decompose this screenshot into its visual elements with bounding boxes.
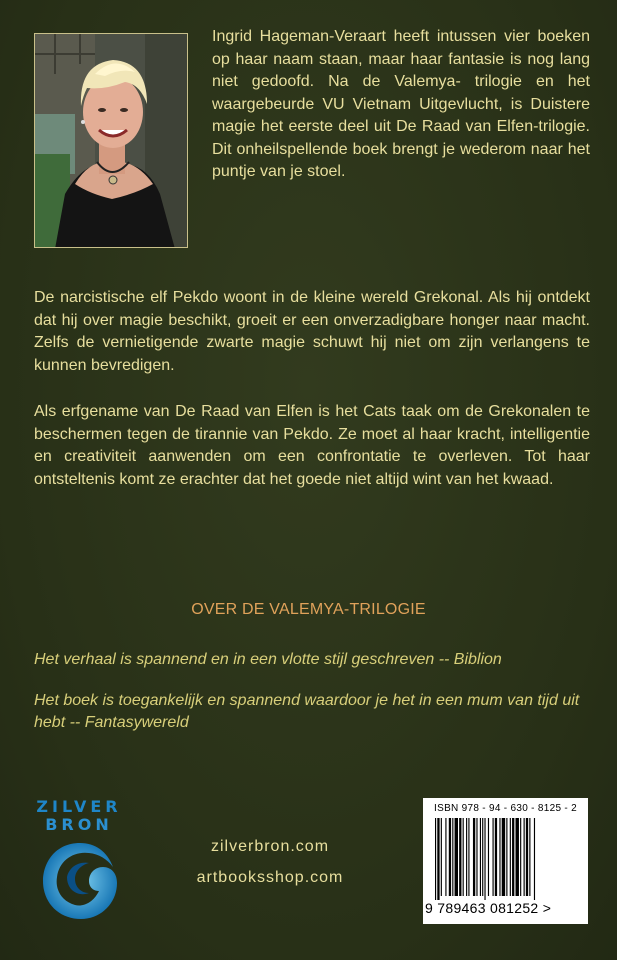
barcode-bar bbox=[473, 818, 475, 896]
swirl-icon bbox=[39, 837, 121, 925]
barcode-bar bbox=[445, 818, 446, 896]
barcode-bar bbox=[480, 818, 481, 896]
barcode-bar bbox=[459, 818, 461, 896]
barcode-bars bbox=[435, 818, 577, 900]
barcode-bar bbox=[512, 818, 514, 896]
barcode-bar bbox=[488, 818, 489, 896]
barcode-bar bbox=[484, 818, 485, 900]
barcode-bar bbox=[506, 818, 507, 896]
barcode-bar bbox=[482, 818, 483, 896]
isbn-barcode bbox=[423, 798, 588, 924]
barcode-bar bbox=[435, 818, 436, 900]
publisher-url-1[interactable]: zilverbron.com bbox=[210, 838, 330, 855]
synopsis-paragraph-2: Als erfgename van De Raad van Elfen is het Cats taak om de Grekonalen te beschermen tegen de tirannie van Pekdo. Ze moet al haar kracht, intelligentie en creativiteit aanwenden om een confrontatie te overleven. Tot haar ontsteltenis komt ze erachter dat het goede niet altijd wint van het kwaad. bbox=[34, 403, 590, 488]
barcode-bar bbox=[437, 818, 439, 900]
barcode-bar bbox=[502, 818, 505, 896]
barcode-bar bbox=[524, 818, 525, 896]
logo-text-zilver: ZILVER bbox=[36, 797, 122, 816]
barcode-bar bbox=[529, 818, 530, 896]
barcode-bar bbox=[516, 818, 519, 896]
barcode-bar bbox=[466, 818, 467, 896]
barcode-bar bbox=[452, 818, 453, 896]
barcode-bar bbox=[526, 818, 528, 896]
barcode-bar bbox=[493, 818, 494, 896]
publisher-url-2[interactable]: artbooksshop.com bbox=[196, 869, 344, 886]
barcode-bar bbox=[520, 818, 521, 896]
barcode-bar bbox=[449, 818, 451, 896]
barcode-bar bbox=[455, 818, 458, 896]
barcode-bar bbox=[468, 818, 469, 896]
barcode-bar bbox=[510, 818, 511, 896]
synopsis-paragraph-1: De narcistische elf Pekdo woont in de kleine wereld Grekonal. Als hij ontdekt dat hij over magie beschikt, groeit er een onverzadigbare honger naar macht. Zelfs de vernietigende zwarte magie schuwt hij niet om zijn verlangens te kunnen bevredigen. bbox=[34, 289, 590, 374]
publisher-logo bbox=[34, 797, 124, 927]
review-quote-2: Het boek is toegankelijk en spannend waardoor je het in een mum van tijd uit hebt -- Fantasywereld bbox=[34, 692, 580, 731]
review-quote-1: Het verhaal is spannend en in een vlotte stijl geschreven -- Biblion bbox=[34, 651, 502, 668]
barcode-bar bbox=[499, 818, 500, 896]
logo-text-bron: BRON bbox=[45, 815, 113, 834]
barcode-bar bbox=[441, 818, 442, 896]
barcode-bar bbox=[476, 818, 477, 896]
barcode-digits: 9 789463 081252 > bbox=[425, 900, 552, 916]
reviews-heading: OVER DE VALEMYA-TRILOGIE bbox=[191, 601, 426, 618]
isbn-text: ISBN 978 - 94 - 630 - 8125 - 2 bbox=[434, 803, 577, 814]
barcode-bar bbox=[534, 818, 535, 900]
author-bio: Ingrid Hageman-Veraart heeft intussen vier boeken op haar naam staan, maar haar fantasie is nog lang niet gedoofd. Na de Valemya- trilogie en het waargebeurde VU Vietnam Uitgevlucht, is Duistere magie het eerste deel uit De Raad van Elfen-trilogie. Dit onheilspellende boek brengt je wederom naar het puntje van je stoel. bbox=[212, 28, 590, 180]
barcode-bar bbox=[463, 818, 464, 896]
author-photo bbox=[34, 33, 188, 248]
barcode-bar bbox=[495, 818, 497, 896]
